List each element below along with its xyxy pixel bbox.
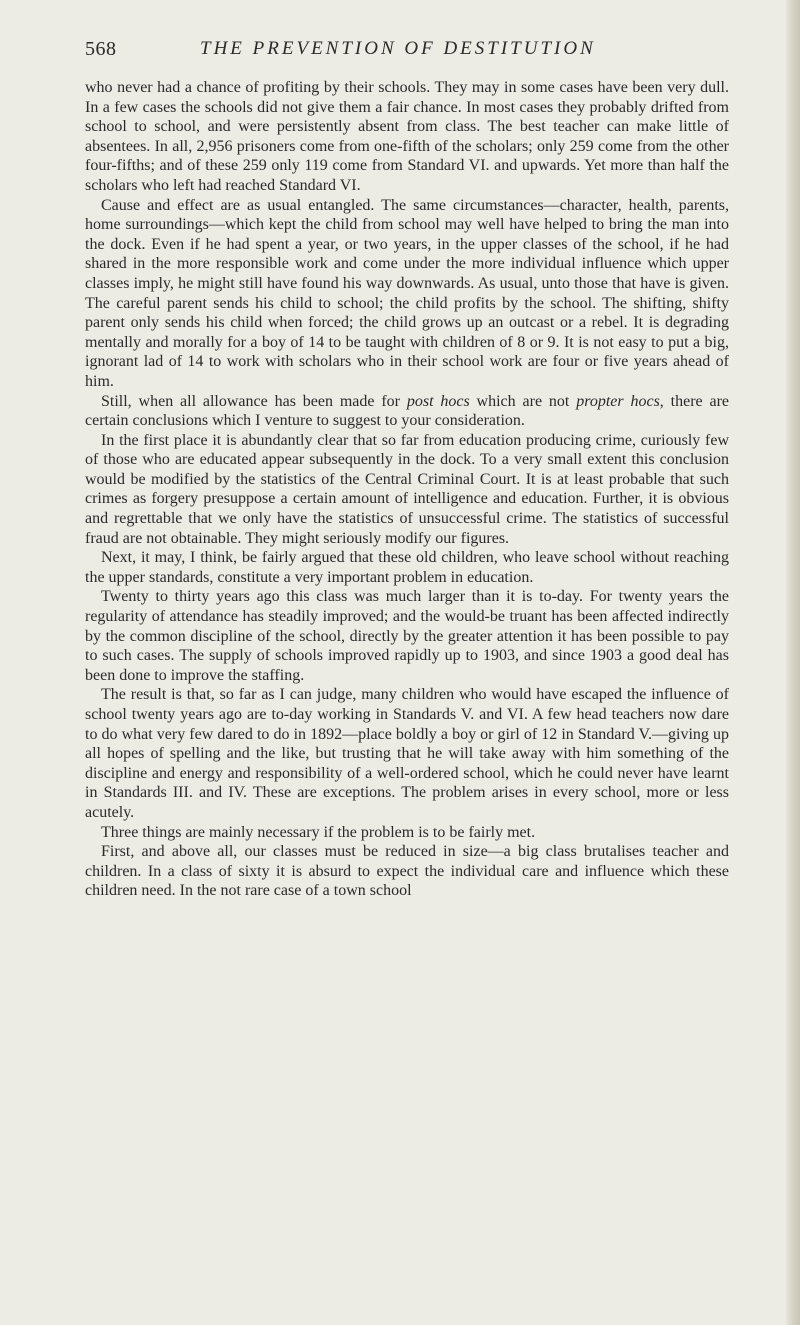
page-number: 568 bbox=[85, 38, 117, 60]
paragraph: Cause and effect are as usual entangled. The same circumstances—character, health, parents, home surroundings—which kept the child from school may well have helped to bring the man into the dock. Even if he had spent a year, or two years, in the upper classes of the school, if he had shared in the more responsible work and come under the more individual influence which upper classes imply, he might still have found his way downwards. As usual, unto those that have is given. The careful parent sends his child to school; the child profits by the school. The shifting, shifty parent only sends his child when forced; the child grows up an outcast or a rebel. It is degrading mentally and morally for a boy of 14 to be taught with children of 8 or 9. It is not easy to put a big, ignorant lad of 14 to work with scholars who in their school work are four or five years ahead of him. bbox=[85, 196, 729, 390]
page-edge bbox=[786, 0, 800, 1325]
page-header bbox=[85, 38, 735, 68]
paragraph: In the first place it is abundantly clear that so far from education producing crime, curiously few of those who are educated appear subsequently in the dock. To a very small extent this conclusion would be modified by the statistics of the Central Criminal Court. It is at least probable that such crimes as forgery presuppose a certain amount of intelligence and education. Further, it is obvious and regrettable that we only have the statistics of unsuccessful crime. The statistics of successful fraud are not obtainable. They might seriously modify our figures. bbox=[85, 431, 729, 547]
body-text bbox=[85, 78, 729, 901]
paragraph: Three things are mainly necessary if the problem is to be fairly met. bbox=[101, 823, 536, 841]
paragraph: who never had a chance of profiting by their schools. They may in some cases have been very dull. In a few cases the schools did not give them a fair chance. In most cases they probably drifted from school to school, and were persistently absent from class. The best teacher can make little of absentees. In all, 2,956 prisoners come from one-fifth of the scholars; only 259 come from the other four-fifths; and of these 259 only 119 come from Standard VI. and upwards. Yet more than half the scholars who left had reached Standard VI. bbox=[85, 79, 729, 194]
paragraph-text: Still, when all allowance has been made for bbox=[101, 392, 407, 410]
italic-phrase: post hocs bbox=[406, 392, 470, 410]
running-head: THE PREVENTION OF DESTITUTION bbox=[200, 38, 596, 59]
italic-phrase: propter hocs bbox=[576, 392, 660, 410]
paragraph: First, and above all, our classes must be reduced in size—a big class brutalises teacher and children. In a class of sixty it is absurd to expect the individual care and influence which these children need. In the not rare case of a town school bbox=[85, 843, 729, 900]
paragraph bbox=[85, 392, 729, 431]
paragraph-text: which are not bbox=[469, 392, 577, 410]
paragraph: The result is that, so far as I can judge, many children who would have escaped the influence of school twenty years ago are to-day working in Standards V. and VI. A few head teachers now dare to do what very few dared to do in 1892—place boldly a boy or girl of 12 in Standard V.—giving up all hopes of spelling and the like, but trusting that he will take away with him something of the discipline and energy and responsibility of a well-ordered school, which he could never have learnt in Standards III. and IV. These are exceptions. The problem arises in every school, more or less acutely. bbox=[85, 686, 729, 821]
paragraph: Twenty to thirty years ago this class was much larger than it is to-day. For twenty years the regularity of attendance has steadily improved; and the would-be truant has been affected indirectly by the common discipline of the school, directly by the greater attention it has been possible to pay to such cases. The supply of schools improved rapidly up to 1903, and since 1903 a good deal has been done to improve the staffing. bbox=[85, 588, 729, 684]
paragraph-text: , there are certain conclusions which I venture to suggest to your consideration. bbox=[85, 392, 730, 430]
paragraph: Next, it may, I think, be fairly argued that these old children, who leave school without reaching the upper standards, constitute a very important problem in education. bbox=[85, 549, 729, 586]
